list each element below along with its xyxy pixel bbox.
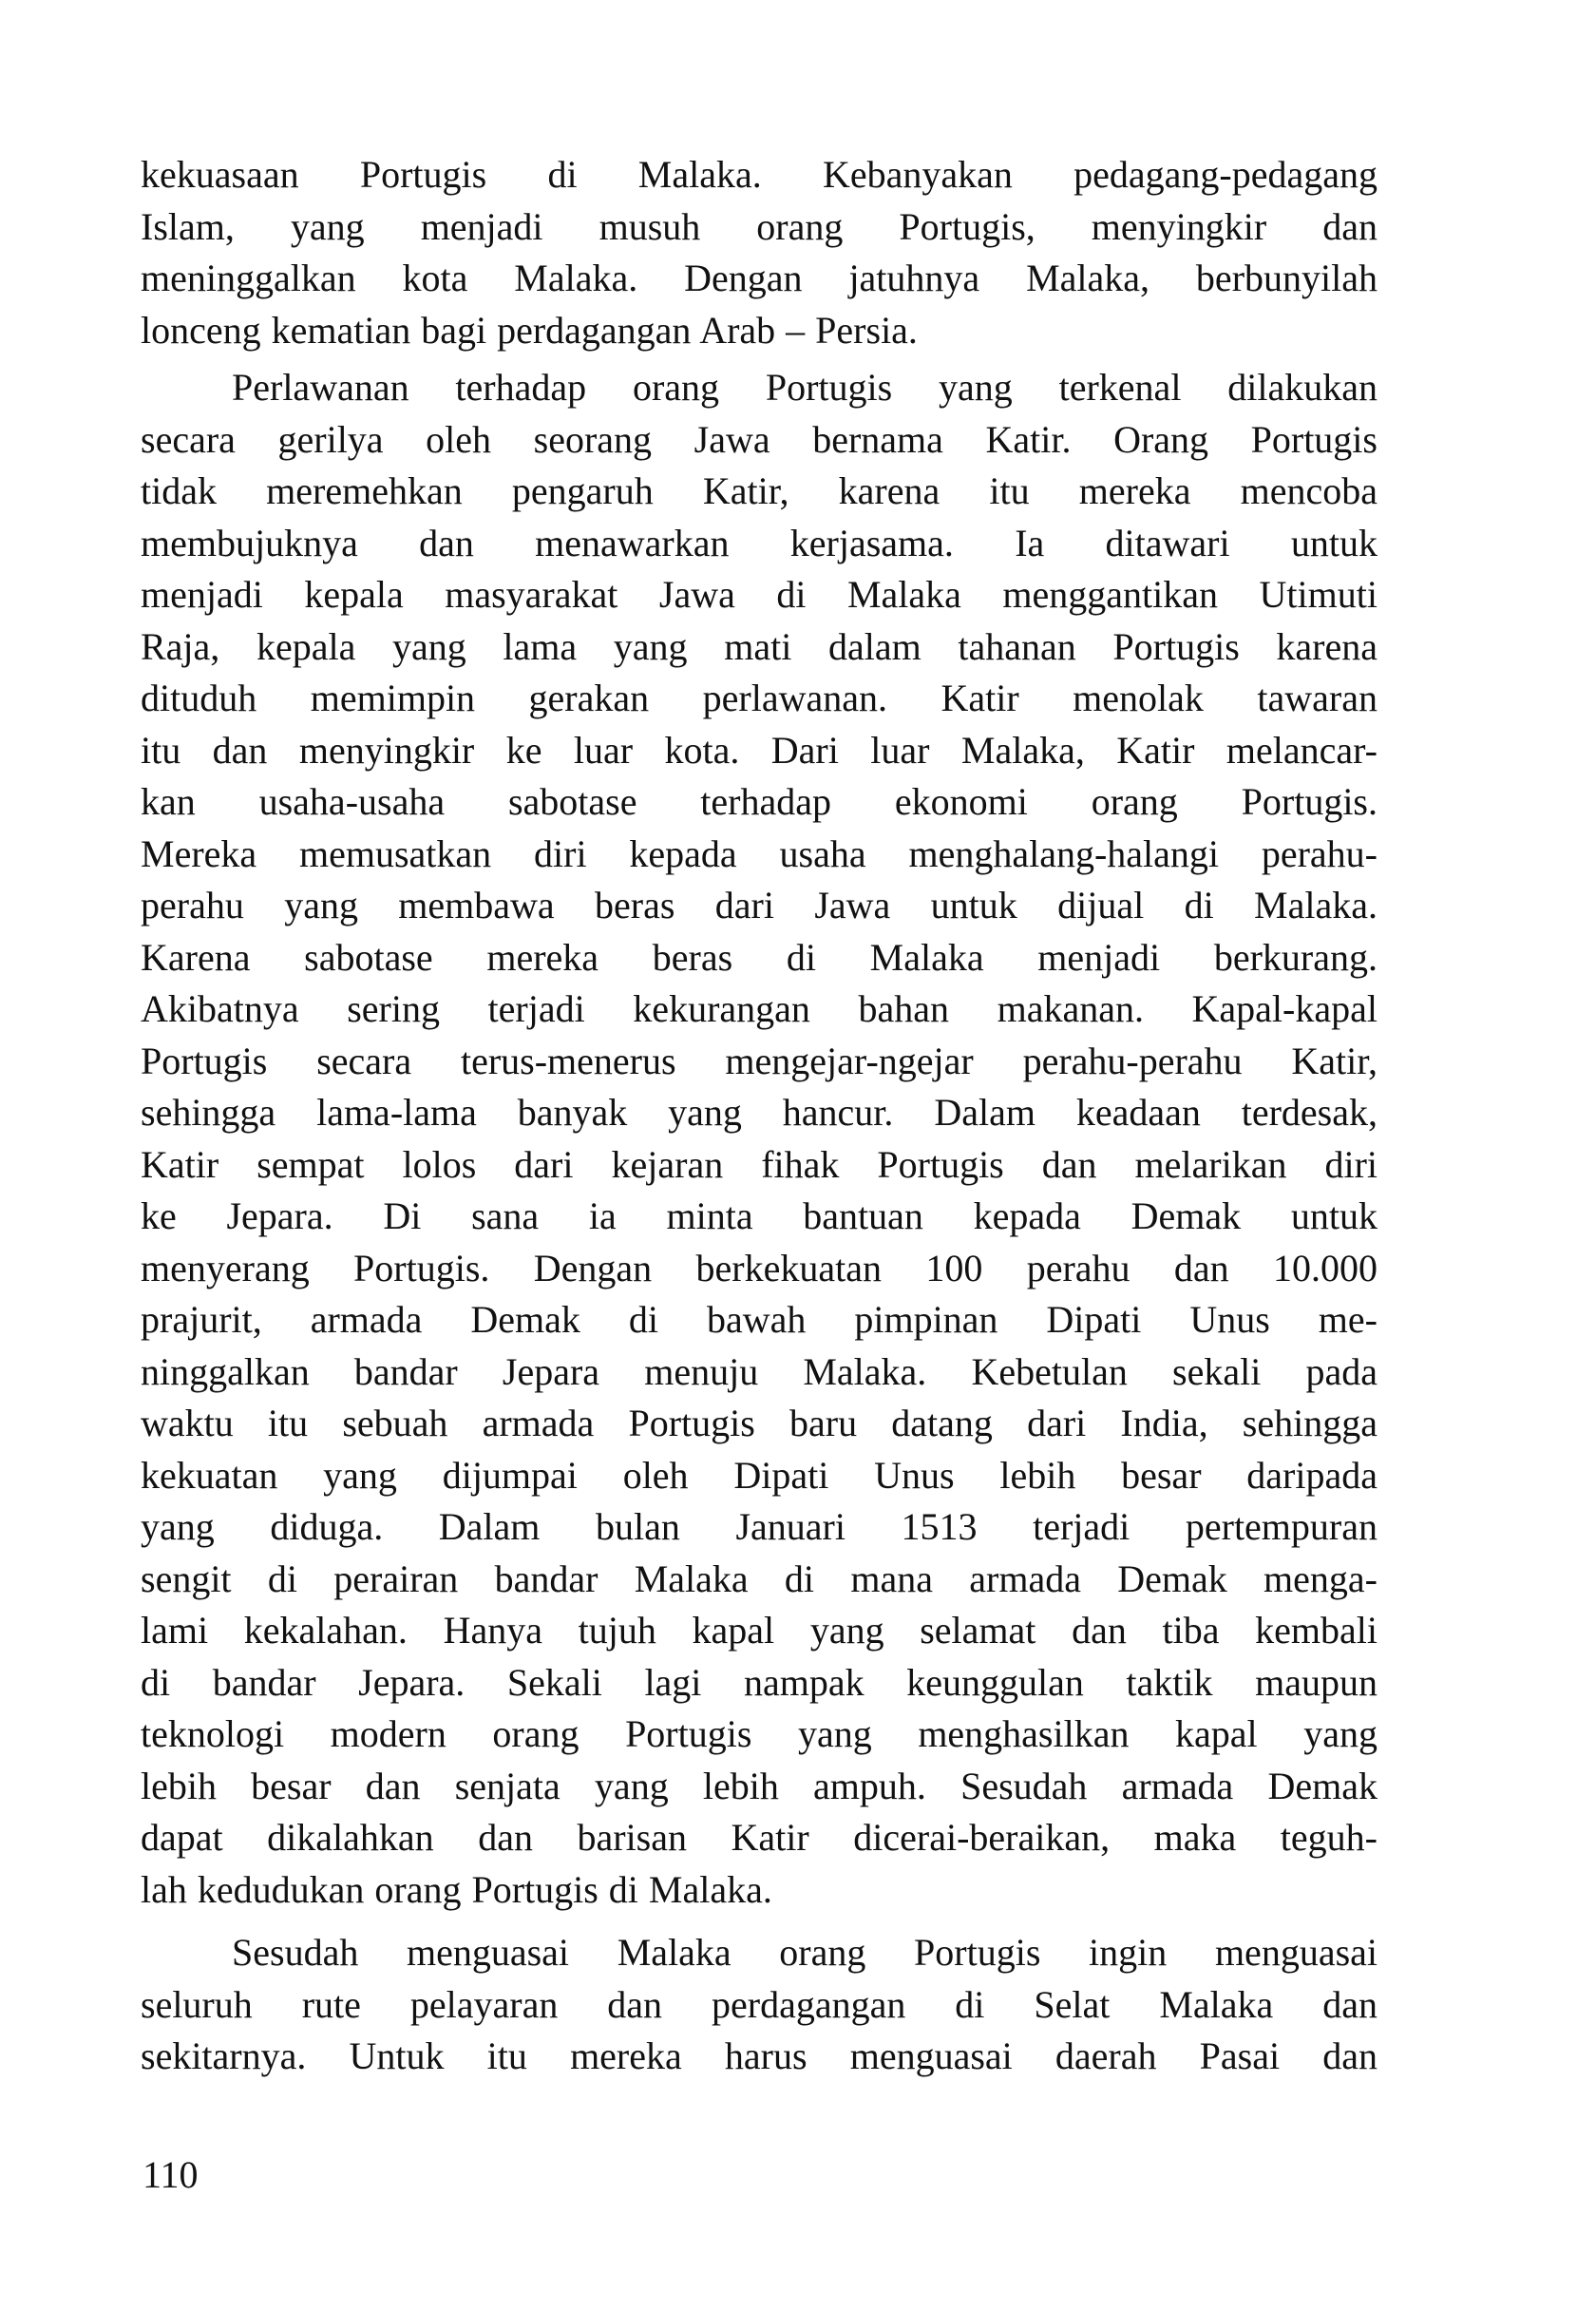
text-line: menyerang Portugis. Dengan berkekuatan 100 perahu dan 10.000	[141, 1246, 1378, 1289]
text-line: lami kekalahan. Hanya tujuh kapal yang selamat dan tiba kembali	[141, 1609, 1378, 1652]
text-line: Sesudah menguasai Malaka orang Portugis ingin menguasai	[232, 1931, 1378, 1974]
text-line: lah kedudukan orang Portugis di Malaka.	[141, 1867, 772, 1911]
text-line: menjadi kepala masyarakat Jawa di Malaka menggantikan Utimuti	[141, 573, 1378, 616]
paragraph	[141, 1927, 1378, 2083]
text-line: seluruh rute pelayaran dan perdagangan di Selat Malaka dan	[141, 1982, 1378, 2026]
text-line: dapat dikalahkan dan barisan Katir dicerai-beraikan, maka teguh-	[141, 1816, 1378, 1859]
text-line: perahu yang membawa beras dari Jawa untuk dijual di Malaka.	[141, 884, 1378, 926]
text-line: Portugis secara terus-menerus mengejar-ngejar perahu-perahu Katir,	[141, 1039, 1378, 1082]
text-line: lebih besar dan senjata yang lebih ampuh. Sesudah armada Demak	[141, 1764, 1378, 1807]
text-line: Islam, yang menjadi musuh orang Portugis, menyingkir dan	[141, 204, 1378, 248]
text-line: sengit di perairan bandar Malaka di mana armada Demak menga-	[141, 1557, 1378, 1600]
paragraph	[141, 149, 1378, 356]
text-line: ke Jepara. Di sana ia minta bantuan kepada Demak untuk	[141, 1194, 1378, 1237]
text-line: yang diduga. Dalam bulan Januari 1513 terjadi pertempuran	[141, 1505, 1378, 1548]
text-line: di bandar Jepara. Sekali lagi nampak keunggulan taktik maupun	[141, 1660, 1378, 1704]
text-line: secara gerilya oleh seorang Jawa bernama Katir. Orang Portugis	[141, 417, 1378, 461]
text-line: Raja, kepala yang lama yang mati dalam tahanan Portugis karena	[141, 624, 1378, 668]
text-line: Akibatnya sering terjadi kekurangan bahan makanan. Kapal-kapal	[141, 987, 1378, 1030]
text-line: teknologi modern orang Portugis yang menghasilkan kapal yang	[141, 1712, 1378, 1755]
paragraph	[141, 362, 1378, 1916]
text-line: Karena sabotase mereka beras di Malaka menjadi berkurang.	[141, 935, 1378, 979]
text-line: prajurit, armada Demak di bawah pimpinan Dipati Unus me-	[141, 1298, 1378, 1341]
text-line: kekuatan yang dijumpai oleh Dipati Unus lebih besar daripada	[141, 1453, 1378, 1497]
text-line: meninggalkan kota Malaka. Dengan jatuhnya Malaka, berbunyilah	[141, 257, 1378, 299]
text-line: kan usaha-usaha sabotase terhadap ekonomi orang Portugis.	[141, 780, 1378, 823]
page-number: 110	[142, 2153, 199, 2196]
text-line: itu dan menyingkir ke luar kota. Dari luar Malaka, Katir melancar-	[141, 728, 1378, 772]
text-line: Mereka memusatkan diri kepada usaha menghalang-halangi perahu-	[141, 831, 1378, 875]
text-line: membujuknya dan menawarkan kerjasama. Ia ditawari untuk	[141, 521, 1378, 564]
text-line: waktu itu sebuah armada Portugis baru datang dari India, sehingga	[141, 1402, 1378, 1444]
text-line: Katir sempat lolos dari kejaran fihak Portugis dan melarikan diri	[141, 1142, 1378, 1186]
text-line: sekitarnya. Untuk itu mereka harus menguasai daerah Pasai dan	[141, 2034, 1378, 2077]
text-line: dituduh memimpin gerakan perlawanan. Katir menolak tawaran	[141, 677, 1378, 719]
text-line: kekuasaan Portugis di Malaka. Kebanyakan pedagang-pedagang	[141, 153, 1378, 196]
text-line: ninggalkan bandar Jepara menuju Malaka. Kebetulan sekali pada	[141, 1349, 1378, 1393]
text-line: sehingga lama-lama banyak yang hancur. Dalam keadaan terdesak,	[141, 1091, 1378, 1134]
text-line: lonceng kematian bagi perdagangan Arab – Persia.	[141, 308, 918, 352]
body-text	[141, 149, 1378, 2083]
text-line: Perlawanan terhadap orang Portugis yang terkenal dilakukan	[232, 366, 1378, 409]
text-line: tidak meremehkan pengaruh Katir, karena itu mereka mencoba	[141, 469, 1378, 512]
